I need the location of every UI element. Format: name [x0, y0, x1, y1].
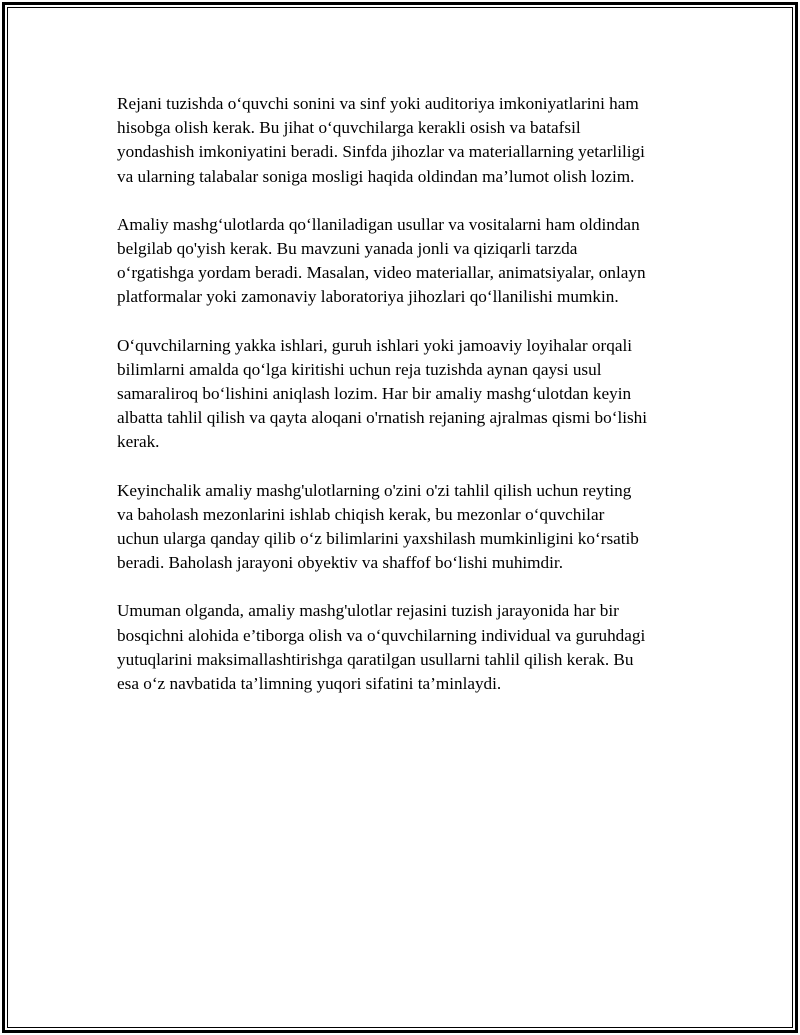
text-line: kerak. [117, 432, 160, 452]
text-line: Amaliy mashg‘ulotlarda qo‘llaniladigan usullar va vositalarni ham oldindan [117, 214, 640, 234]
text-line: bosqichni alohida e’tiborga olish va o‘quvchilarning individual va guruhdagi [117, 625, 646, 645]
text-line: O‘quvchilarning yakka ishlari, guruh ishlari yoki jamoaviy loyihalar orqali [117, 335, 633, 355]
text-line: albatta tahlil qilish va qayta aloqani o'rnatish rejaning ajralmas qismi bo‘lishi [117, 408, 648, 428]
text-line: Rejani tuzishda o‘quvchi sonini va sinf yoki auditoriya imkoniyatlarini ham [117, 94, 639, 113]
text-line: va ularning talabalar soniga mosligi haqida oldindan ma’lumot olish lozim. [117, 166, 635, 186]
text-line: Keyinchalik amaliy mashg'ulotlarning o'zini o'zi tahlil qilish uchun reyting [117, 480, 632, 500]
paragraph-3 [117, 334, 697, 455]
text-line: yondashish imkoniyatini beradi. Sinfda jihozlar va materiallarning yetarliligi [117, 142, 645, 162]
text-line: esa o‘z navbatida ta’limning yuqori sifatini ta’minlaydi. [117, 674, 502, 694]
text-line: bilimlarni amalda qo‘lga kiritishi uchun reja tuzishda aynan qaysi usul [117, 359, 602, 379]
text-line: belgilab qo'yish kerak. Bu mavzuni yanada jonli va qiziqarli tarzda [117, 239, 578, 259]
text-line: beradi. Baholash jarayoni obyektiv va shaffof bo‘lishi muhimdir. [117, 553, 563, 573]
text-line: uchun ularga qanday qilib o‘z bilimlarini yaxshilash mumkinligini ko‘rsatib [117, 529, 639, 549]
document-body [117, 92, 697, 720]
paragraph-1 [117, 92, 697, 189]
text-line: platformalar yoki zamonaviy laboratoriya jihozlari qo‘llanilishi mumkin. [117, 287, 619, 307]
text-line: o‘rgatishga yordam beradi. Masalan, video materiallar, animatsiyalar, onlayn [117, 263, 646, 283]
paragraph-5 [117, 599, 697, 696]
text-line: Umuman olganda, amaliy mashg'ulotlar rejasini tuzish jarayonida har bir [117, 601, 619, 621]
text-line: va baholash mezonlarini ishlab chiqish kerak, bu mezonlar o‘quvchilar [117, 504, 605, 524]
paragraph-2 [117, 213, 697, 310]
text-line: hisobga olish kerak. Bu jihat o‘quvchilarga kerakli osish va batafsil [117, 118, 581, 138]
text-line: samaraliroq bo‘lishini aniqlash lozim. Har bir amaliy mashg‘ulotdan keyin [117, 384, 632, 404]
paragraph-4 [117, 479, 697, 576]
text-line: yutuqlarini maksimallashtirishga qaratilgan usullarni tahlil qilish kerak. Bu [117, 649, 634, 669]
